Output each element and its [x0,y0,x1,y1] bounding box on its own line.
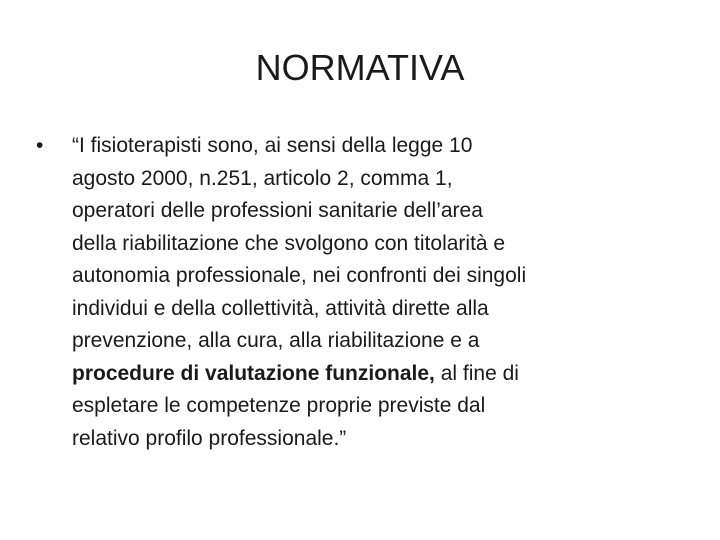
text-fragment: al fine di [434,361,519,385]
text-line: prevenzione, alla cura, alla riabilitazione e a [72,329,480,352]
text-line: individui e della collettività, attività dirette alla [72,296,489,320]
text-line: espletare le competenze proprie previste dal [72,394,486,417]
text-line: “I fisioterapisti sono, ai sensi della legge 10 [72,134,473,157]
bullet-icon: • [36,134,44,157]
slide-title: NORMATIVA [255,47,465,88]
emphasized-text: procedure di valutazione funzionale, [72,361,435,385]
text-line: operatori delle professioni sanitarie dell’area [72,199,483,222]
text-line: relativo profilo professionale.” [72,426,347,450]
text-line: autonomia professionale, nei confronti dei singoli [72,264,527,287]
text-line-emphasis [72,358,686,391]
bullet-item [36,130,686,455]
text-line: della riabilitazione che svolgono con titolarità e [72,231,506,255]
bullet-list [36,130,686,455]
text-line: agosto 2000, n.251, articolo 2, comma 1, [72,166,453,190]
